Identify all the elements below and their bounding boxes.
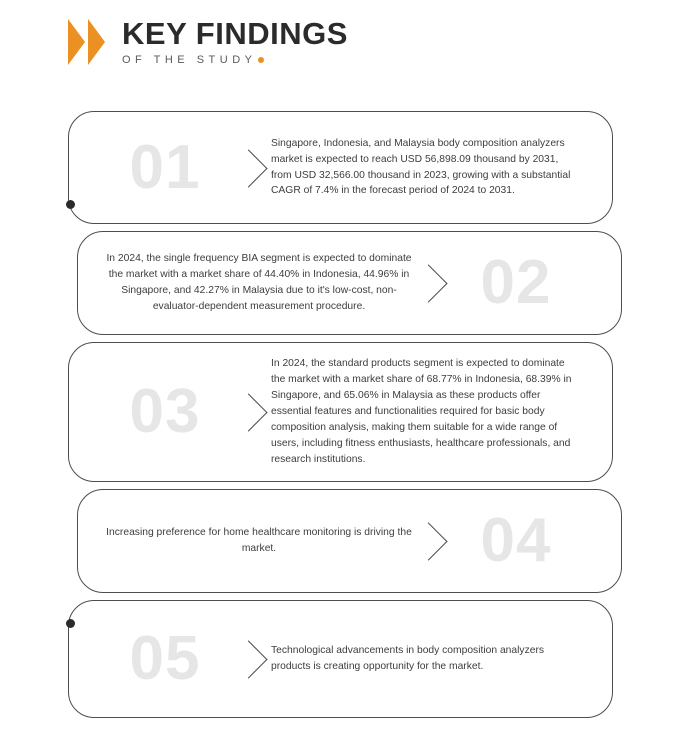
finding-text: In 2024, the single frequency BIA segment is expected to dominate the market with a market share of 44.40% in Indonesia, 44.96% in Singapore, and 42.27% in Malaysia due to it's low-cost, non-evaluator-dependent measurement procedure. [106,253,412,312]
finding-text: Technological advancements in body composition analyzers products is creating opportunity for the market. [271,645,545,672]
finding-row-02 [77,231,622,335]
finding-number: 02 [480,248,552,317]
double-chevron-right-icon [68,19,110,65]
dot-icon [258,57,264,63]
finding-row-04 [77,489,622,593]
finding-row-01 [68,111,613,224]
finding-number: 05 [129,624,201,693]
page-title: KEY FINDINGS [122,16,348,51]
finding-row-03 [68,342,613,482]
flow-dot-left-bottom [66,619,75,628]
header [0,18,690,88]
findings-flow [0,105,690,735]
flow-dot-left-top [66,200,75,209]
header-inner [0,18,690,66]
finding-number: 01 [129,132,201,202]
finding-text: Increasing preference for home healthcare monitoring is driving the market. [106,527,412,554]
finding-text: In 2024, the standard products segment is expected to dominate the market with a market share of 68.77% in Indonesia, 68.39% in Singapore, and 65.06% in Malaysia as these products offer essential features and functionalities required for basic body composition analysis, making them suitable for a wide range of users, including fitness enthusiasts, healthcare professionals, and research institutions. [271,358,572,465]
finding-text: Singapore, Indonesia, and Malaysia body composition analyzers market is expected to reach USD 56,898.09 thousand by 2031, from USD 32,566.00 thousand in 2023, growing with a substantial CAGR of 7.4% in the forecast period of 2024 to 2031. [271,137,571,197]
finding-number: 04 [480,506,552,575]
page-subtitle: OF THE STUDY [122,53,257,66]
page-subtitle-row [122,54,348,66]
title-block [122,18,348,66]
finding-number: 03 [129,377,201,446]
finding-row-05 [68,600,613,718]
